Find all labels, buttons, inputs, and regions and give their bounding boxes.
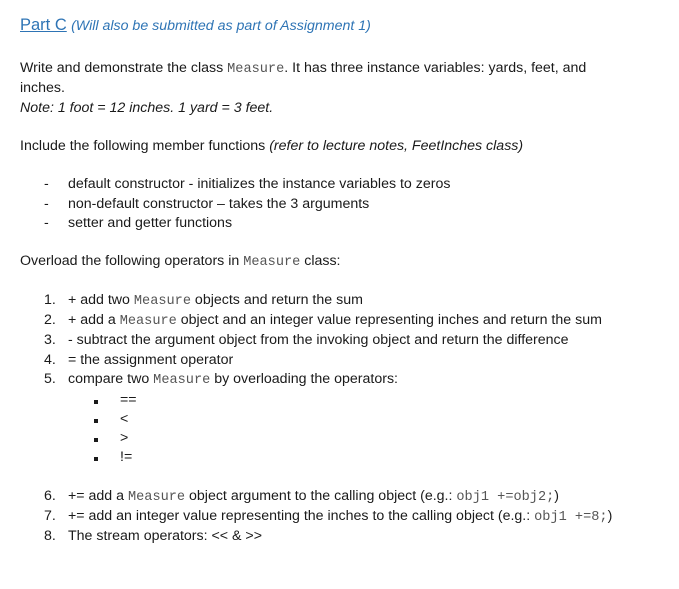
bullet-square <box>94 419 98 423</box>
code-measure: Measure <box>227 62 285 77</box>
member-item: setter and getter functions <box>68 215 233 231</box>
compare-op: > <box>120 430 129 446</box>
members-lead: Include the following member functions (refer to lecture notes, FeetInches class) <box>20 138 524 154</box>
list-number: 2. <box>44 312 56 328</box>
section-title[interactable]: Part C <box>20 16 67 34</box>
list-number: 7. <box>44 508 56 524</box>
member-item: non-default constructor – takes the 3 arguments <box>68 196 370 212</box>
section-heading <box>20 16 371 35</box>
operator-item: The stream operators: << & >> <box>68 528 262 544</box>
list-number: 3. <box>44 332 56 348</box>
operator-item: + add two Measure objects and return the sum <box>68 292 363 309</box>
bullet-square <box>94 457 98 461</box>
list-number: 5. <box>44 371 56 387</box>
compare-op: < <box>120 411 129 427</box>
compare-op: != <box>120 449 133 465</box>
bullet-square <box>94 438 98 442</box>
list-dash: - <box>44 196 49 212</box>
list-number: 6. <box>44 488 56 504</box>
overload-lead: Overload the following operators in Measure class: <box>20 253 341 270</box>
list-number: 1. <box>44 292 56 308</box>
bullet-square <box>94 400 98 404</box>
operator-item: + add a Measure object and an integer value representing inches and return the sum <box>68 312 602 329</box>
section-subtitle: (Will also be submitted as part of Assignment 1) <box>71 18 371 34</box>
intro-line-2: inches. <box>20 80 65 96</box>
intro-note: Note: 1 foot = 12 inches. 1 yard = 3 feet. <box>20 100 274 116</box>
intro-line-1: Write and demonstrate the class Measure. It has three instance variables: yards, feet, and <box>20 60 587 77</box>
compare-op: == <box>120 392 137 408</box>
operator-item: - subtract the argument object from the invoking object and return the difference <box>68 332 569 348</box>
list-number: 4. <box>44 352 56 368</box>
list-number: 8. <box>44 528 56 544</box>
list-dash: - <box>44 176 49 192</box>
operator-item: += add a Measure object argument to the calling object (e.g.: obj1 +=obj2;) <box>68 488 560 505</box>
list-dash: - <box>44 215 49 231</box>
operator-item: = the assignment operator <box>68 352 234 368</box>
operator-item: compare two Measure by overloading the operators: <box>68 371 398 388</box>
operator-item: += add an integer value representing the inches to the calling object (e.g.: obj1 +=8;) <box>68 508 613 525</box>
member-item: default constructor - initializes the instance variables to zeros <box>68 176 451 192</box>
